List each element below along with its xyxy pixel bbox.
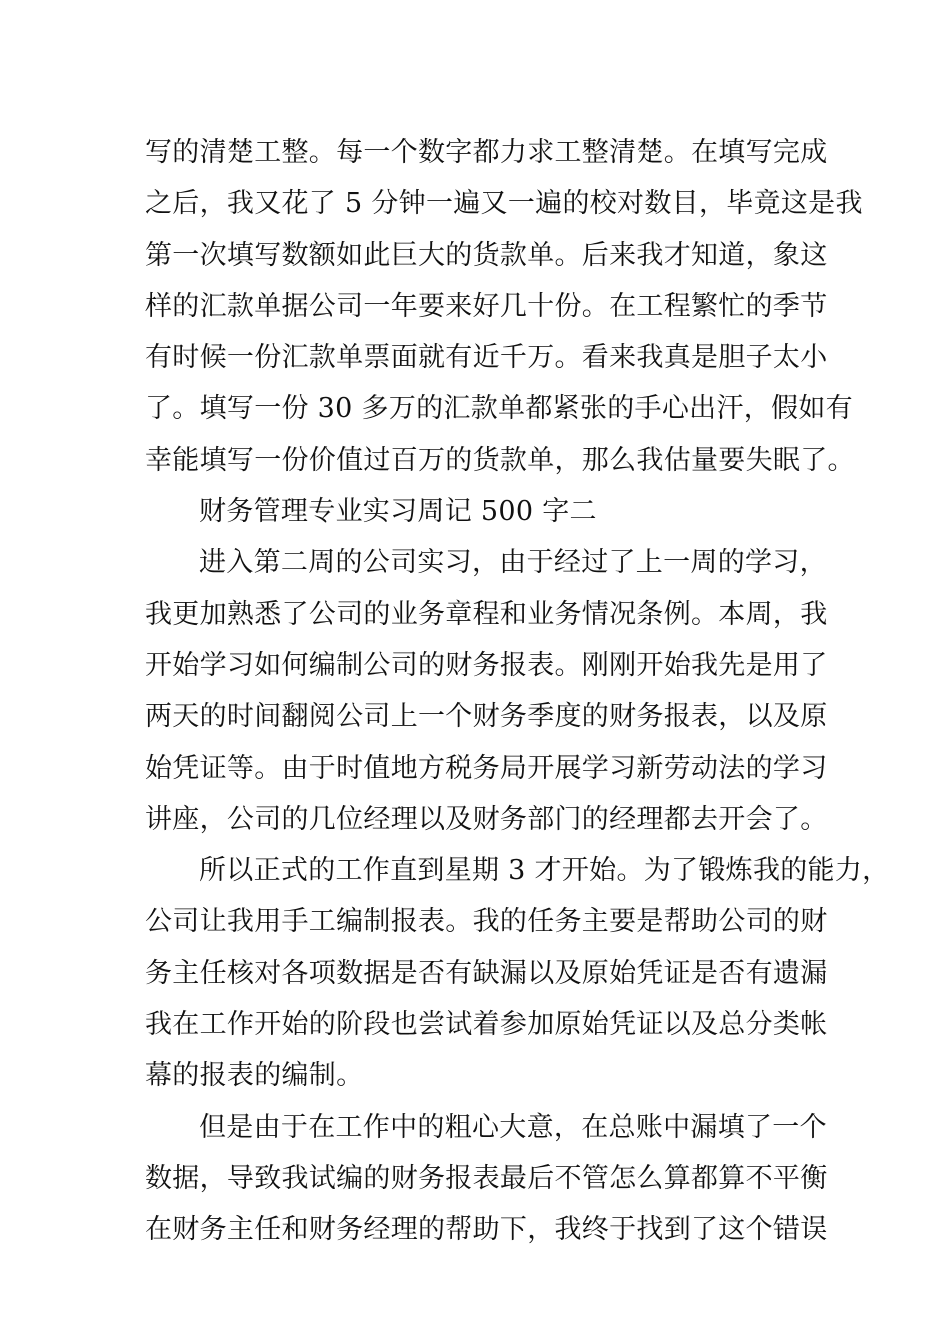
text-line-22: 在财务主任和财务经理的帮助下，我终于找到了这个错误 [145, 1214, 828, 1246]
text-line-13: 始凭证等。由于时值地方税务局开展学习新劳动法的学习 [145, 752, 828, 784]
text-line-4: 样的汇款单据公司一年要来好几十份。在工程繁忙的季节 [145, 290, 828, 322]
text-line-7: 幸能填写一份价值过百万的货款单，那么我估量要失眠了。 [145, 444, 855, 476]
document-body [145, 127, 890, 1256]
text-line-14: 讲座，公司的几位经理以及财务部门的经理都去开会了。 [145, 803, 828, 835]
text-line-21: 数据，导致我试编的财务报表最后不管怎么算都算不平衡 [145, 1162, 828, 1194]
text-line-2: 之后，我又花了 5 分钟一遍又一遍的校对数目，毕竟这是我 [145, 188, 863, 220]
text-line-20: 但是由于在工作中的粗心大意，在总账中漏填了一个 [199, 1111, 827, 1143]
text-line-17: 务主任核对各项数据是否有缺漏以及原始凭证是否有遗漏 [145, 957, 828, 989]
text-line-12: 两天的时间翻阅公司上一个财务季度的财务报表，以及原 [145, 701, 828, 733]
text-line-15: 所以正式的工作直到星期 3 才开始。为了锻炼我的能力， [199, 855, 890, 887]
text-line-16: 公司让我用手工编制报表。我的任务主要是帮助公司的财 [145, 906, 828, 938]
text-line-5: 有时候一份汇款单票面就有近千万。看来我真是胆子太小 [145, 342, 828, 374]
text-line-6: 了。填写一份 30 多万的汇款单都紧张的手心出汗，假如有 [145, 393, 853, 425]
text-line-1: 写的清楚工整。每一个数字都力求工整清楚。在填写完成 [145, 137, 828, 168]
text-line-9: 进入第二周的公司实习，由于经过了上一周的学习， [199, 547, 827, 579]
text-line-18: 我在工作开始的阶段也尝试着参加原始凭证以及总分类帐 [145, 1009, 828, 1041]
text-line-19: 幕的报表的编制。 [145, 1060, 364, 1092]
text-line-10: 我更加熟悉了公司的业务章程和业务情况条例。本周，我 [145, 598, 828, 630]
text-line-3: 第一次填写数额如此巨大的货款单。后来我才知道，象这 [145, 239, 828, 271]
text-line-11: 开始学习如何编制公司的财务报表。刚刚开始我先是用了 [145, 649, 828, 681]
section-heading: 财务管理专业实习周记 500 字二 [199, 496, 597, 528]
